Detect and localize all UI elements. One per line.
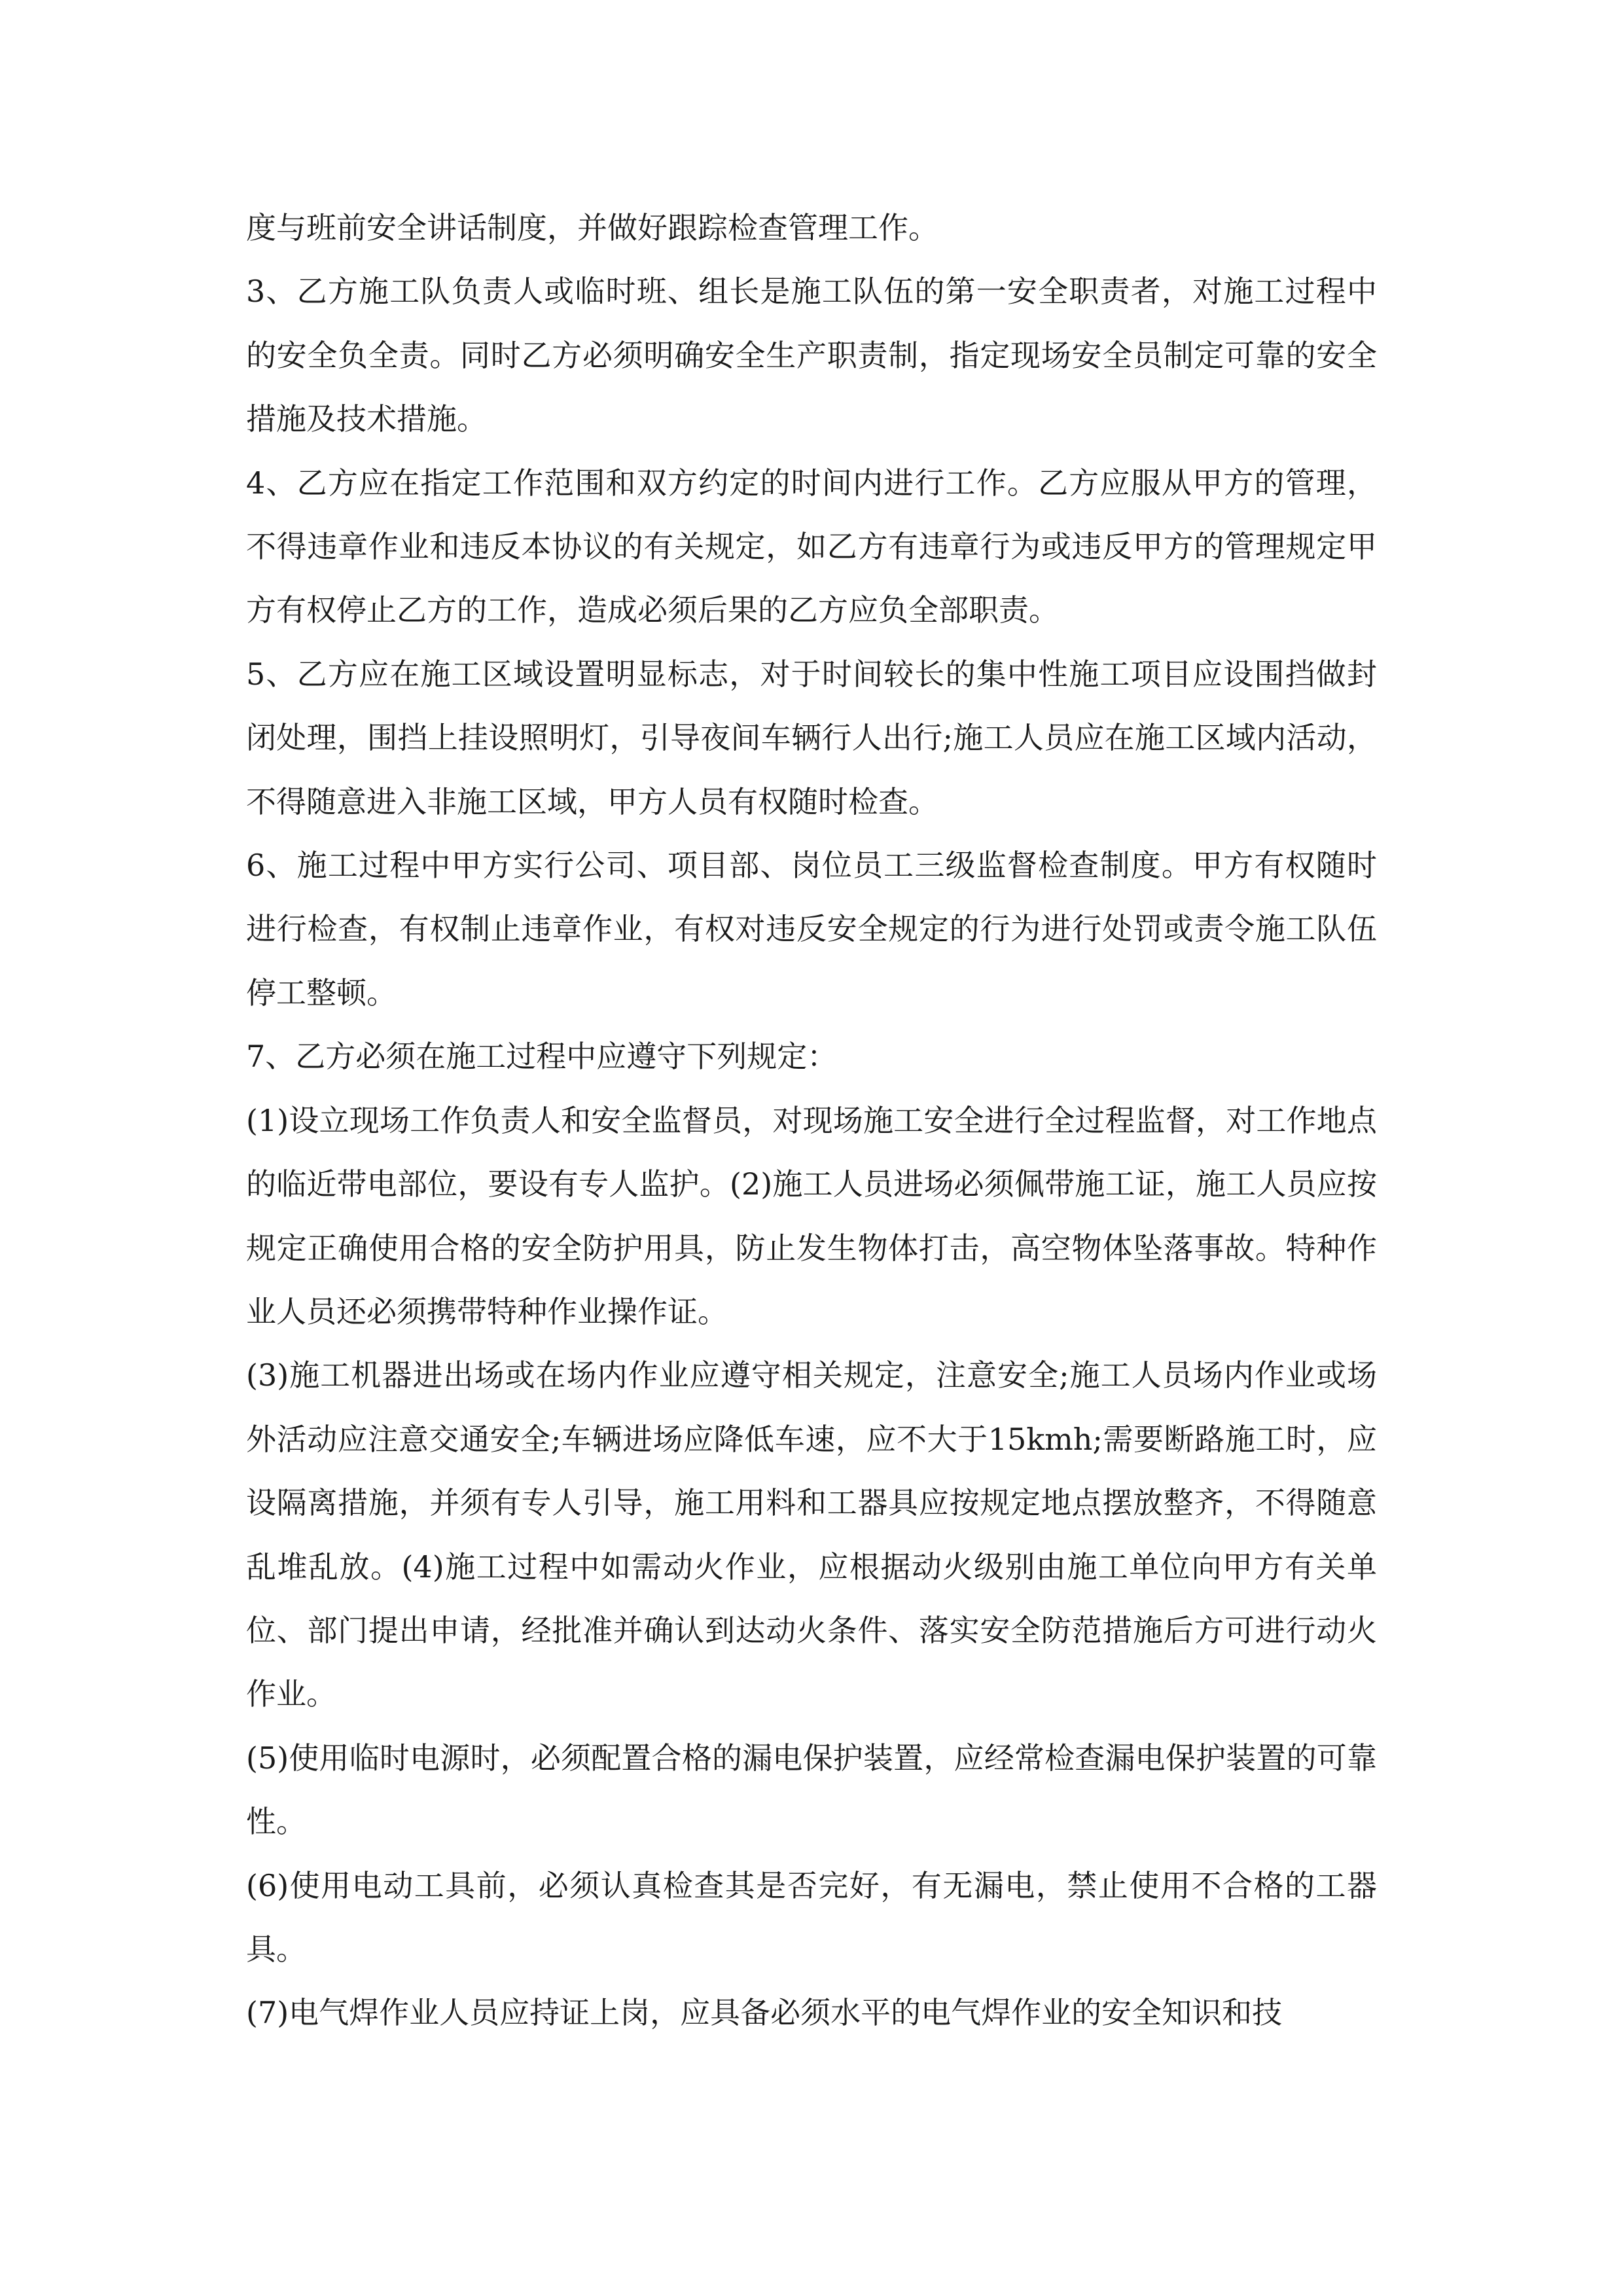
paragraph-rule-5: (5)使用临时电源时，必须配置合格的漏电保护装置，应经常检查漏电保护装置的可靠性。 — [246, 1740, 1377, 1840]
document-body — [246, 196, 1377, 2045]
paragraph-rule-6: (6)使用电动工具前，必须认真检查其是否完好，有无漏电，禁止使用不合格的工器具。 — [246, 1867, 1377, 1967]
paragraph-rule-1-2: (1)设立现场工作负责人和安全监督员，对现场施工安全进行全过程监督，对工作地点的临近带电部位，要设有专人监护。(2)施工人员进场必须佩带施工证，施工人员应按规定正确使用合格的安全防护用具，防止发生物体打击，高空物体坠落事故。特种作业人员还必须携带特种作业操作证。 — [246, 1102, 1377, 1329]
paragraph-rule-3-4: (3)施工机器进出场或在场内作业应遵守相关规定，注意安全;施工人员场内作业或场外活动应注意交通安全;车辆进场应降低车速，应不大于15kmh;需要断路施工时，应设隔离措施，并须有专人引导，施工用料和工器具应按规定地点摆放整齐，不得随意乱堆乱放。(4)施工过程中如需动火作业，应根据动火级别由施工单位向甲方有关单位、部门提出申请，经批准并确认到达动火条件、落实安全防范措施后方可进行动火作业。 — [246, 1357, 1377, 1712]
paragraph-item-6: 6、施工过程中甲方实行公司、项目部、岗位员工三级监督检查制度。甲方有权随时进行检查，有权制止违章作业，有权对违反安全规定的行为进行处罚或责令施工队伍停工整顿。 — [246, 848, 1377, 1011]
paragraph-continuation: 度与班前安全讲话制度，并做好跟踪检查管理工作。 — [246, 210, 938, 245]
paragraph-item-5: 5、乙方应在施工区域设置明显标志，对于时间较长的集中性施工项目应设围挡做封闭处理，围挡上挂设照明灯，引导夜间车辆行人出行;施工人员应在施工区域内活动，不得随意进入非施工区域，甲方人员有权随时检查。 — [246, 656, 1377, 819]
paragraph-rule-7: (7)电气焊作业人员应持证上岗，应具备必须水平的电气焊作业的安全知识和技 — [246, 1995, 1283, 2031]
paragraph-item-4: 4、乙方应在指定工作范围和双方约定的时间内进行工作。乙方应服从甲方的管理，不得违章作业和违反本协议的有关规定，如乙方有违章行为或违反甲方的管理规定甲方有权停止乙方的工作，造成必须后果的乙方应负全部职责。 — [246, 465, 1377, 628]
paragraph-item-7: 7、乙方必须在施工过程中应遵守下列规定： — [246, 1039, 838, 1075]
paragraph-item-3: 3、乙方施工队负责人或临时班、组长是施工队伍的第一安全职责者，对施工过程中的安全负全责。同时乙方必须明确安全生产职责制，指定现场安全员制定可靠的安全措施及技术措施。 — [246, 274, 1377, 437]
